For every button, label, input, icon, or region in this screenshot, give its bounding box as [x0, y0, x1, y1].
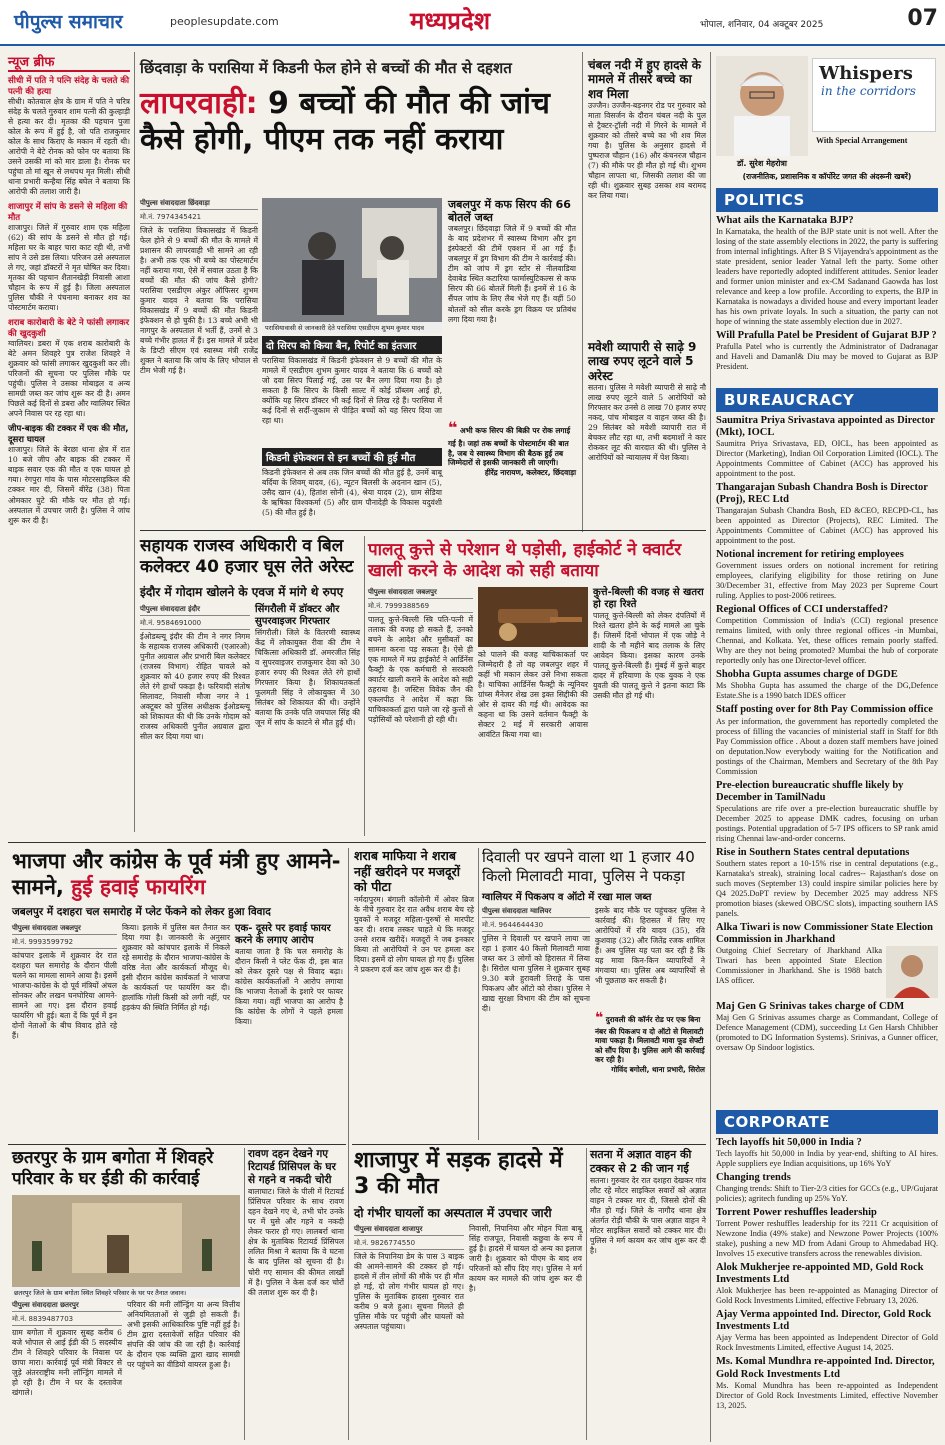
bjp-cong-side-body: बताया जाता है कि चल समारोह के दौरान किसी ने प्लेट फेंक दी, इस बात को लेकर दूसरे पक्ष से विवाद बढ़ा। कांग्रेस कार्यकर्ताओं ने आरोप लगाया कि भाजपा नेताओं के इशारे पर फायर किया गया। वहीं भाजपा का आरोप है कि कांग्रेस के लोगों ने पहले हमला किया। — [235, 946, 343, 1026]
mawa-story — [482, 848, 706, 1140]
byline: पीपुल्स संवाददाता जबलपुर — [368, 587, 473, 599]
brief-title: शराब कारोबारी के बेटे ने फांसी लगाकर की खुदकुशी — [8, 318, 130, 340]
bjp-cong-sub: जबलपुर में दशहरा चल समारोह में प्लेट फेंकने को लेकर हुआ विवाद — [12, 905, 271, 918]
bjp-cong-story — [12, 848, 344, 1140]
corporate-headline: Ms. Komal Mundhra re-appointed Ind. Director, Gold Rock Investments Ltd — [716, 1356, 935, 1380]
corporate-headline: Torrent Power reshuffles leadership — [716, 1207, 877, 1219]
section-title: मध्यप्रदेश — [410, 6, 491, 35]
chambal-title: चंबल नदी में हुए हादसे के मामले में तीसरे बच्चे का शव मिला — [588, 58, 702, 101]
bagota-body: ग्राम बगोता में शुक्रवार सुबह करीब 6 बजे भोपाल से आई ईडी की 5 सदस्यीय टीम ने शिवहरे परिवार के निवास पर छापा मारा। कार्रवाई पूर्व मंत्री विक्टर से जुड़े अंतरराष्ट्रीय मनी लॉन्ड्रिंग मामले में हो रही है। टीम ने घर के दस्तावेज खंगाले। — [12, 1327, 122, 1397]
corporate-text: Ms. Komal Mundhra has been re-appointed as Independent Director of Gold Rock Investments Limited, effective November 13, 2025. — [716, 1380, 938, 1410]
byline: पीपुल्स संवाददाता इंदौर — [140, 604, 250, 616]
sub2-body: किडनी इंफेक्शन से अब तक जिन बच्चों की मौत हुई है, उनमें बाबू बर्दिया के शिवम् यादव, (6), न्यूटन बिलसी के अदनान खान (5), उसैद खान (4), हितांश सोनी (4), श्रेया यादव (2), ग्राम सेडिया के ऋषिका विश्वकर्मा (5) और ग्राम पौनादेही के विकास यदुवंशी (5) की मौत हुई है। — [262, 468, 442, 518]
phone: मो.नं. 7999388569 — [368, 601, 473, 613]
corporate-text: Changing trends: Shift to Tier-2/3 cities for GCCs (e.g., UP/Gujarat policies); agritech funding up 25% YoY. — [716, 1184, 938, 1204]
syrup-story — [448, 198, 576, 526]
whispers-logo — [812, 58, 936, 132]
corporate-section — [716, 1110, 938, 1440]
bureaucracy-headline: Shobha Gupta assumes charge of DGDE — [716, 669, 898, 681]
liquor-story — [354, 848, 474, 1140]
dog-body-col2: को पालने की वजह याचिकाकर्ता पर जिम्मेदारी है तो वह जबलपुर शहर में कहीं भी मकान लेकर उसे निभा सकता है। याचिका आर्डिनेंस फैक्ट्री के न्यूनियर ग्रांच्स मैनेजर शेख उस इक्त सिद्दीकी की ओर से दायर की गई थी। आवेदक का कहना था कि उसने वर्तमान फैक्ट्री के सेक्टर 2 मई में सरकारी आवास आवंटित किया गया था। — [478, 649, 588, 739]
whispers-tagline: (राजनीतिक, प्रशासनिक व कॉर्पोरेट जगत की अंदरूनी खबरें) — [742, 172, 912, 181]
byline: पीपुल्स संवाददाता ग्वालियर — [482, 906, 590, 918]
brief-item — [8, 201, 130, 313]
lead-headline — [140, 86, 580, 158]
mawa-sub: ग्वालियर में पिकअप व ऑटो में रखा माल जब्त — [482, 891, 652, 903]
bjp-cong-title-red: हुई हवाई फायरिंग — [71, 875, 206, 900]
satna-body: सतना। गुरुवार देर रात दशहरा देखकर गांव लौट रहे मोटर साइकिल सवारों को अज्ञात वाहन ने टक्कर मार दी, जिससे दोनों की मौत हो गई। जिले के नागौद थाना क्षेत्र अंतर्गत रोड़ी चौकी के पास अज्ञात वाहन ने मोटर साइकिल सवारों को टक्कर मार दी। पुलिस ने मर्ग कायम कर जांच शुरू कर दी है। — [590, 1175, 706, 1255]
brief-item — [8, 317, 130, 419]
corporate-text: Alok Mukherjee has been re-appointed as Managing Director of Gold Rock Investments Limited, effective February 13, 2026. — [716, 1286, 938, 1306]
phone: मो.नं. 9993599792 — [12, 937, 117, 949]
principal-title: रावण दहन देखने गए रिटायर्ड प्रिंसिपल के घर से गहने व नकदी चोरी — [248, 1148, 336, 1187]
quote-text: दुरावली की कॉर्नर रोड पर एक बिना नंबर की पिकअप व दो ऑटो से मिलावटी मावा पकड़ा है। मिलावटी मावा फूड सेफ्टी को सौंप दिया है। पुलिस आगे की कार्रवाई कर रही है। — [595, 1014, 705, 1065]
quote-mark-icon: ❝ — [448, 418, 458, 438]
politics-headline: Will Prafulla Patel be President of Gujarat BJP ? — [716, 330, 937, 342]
phone: मो.नं. 9644644430 — [482, 920, 590, 932]
pets-side-title: कुत्ते-बिल्ली की वजह से खतरा हो रहा रिश्ते — [593, 586, 704, 610]
sub1-title: दो सिरप को किया बैन, रिपोर्ट का इंतजार — [262, 336, 442, 354]
columnist-photo — [716, 56, 808, 156]
lead-photo — [262, 198, 442, 322]
bureaucracy-headline: Maj Gen G Srinivas takes charge of CDM — [716, 1000, 905, 1012]
brief-title: जीप-बाइक की टक्कर में एक की मौत, दूसरा घायल — [8, 424, 129, 446]
byline: पीपुल्स संवाददाता छतरपुर — [12, 1300, 122, 1312]
syrup-title: जबलपुर में कफ सिरप की 66 बोतलें जब्त — [448, 198, 571, 225]
shajapur-body: जिले के निपानिया डेम के पास 3 बाइक की आमने-सामने की टक्कर हो गई। हादसे में तीन लोगों की मौके पर ही मौत हो गई, दो लोग गंभीर घायल हो गए। पुलिस के मुताबिक हादसा गुरुवार रात करीब 9 बजे हुआ। सूचना मिलते ही पुलिस मौके पर पहुंची और घायलों को अस्पताल पहुंचाया। — [354, 1251, 464, 1331]
byline: पीपुल्स संवाददाता शाजापुर — [354, 1224, 464, 1236]
politics-headline: What ails the Karnataka BJP? — [716, 215, 854, 226]
liquor-title: शराब माफिया ने शराब नहीं खरीदने पर मजदूरों को पीटा — [354, 848, 460, 895]
mawa-title: दिवाली पर खपने वाला था 1 हजार 40 किलो मिलावटी मावा, पुलिस ने पकड़ा — [482, 848, 695, 885]
bribe-title: सहायक राजस्व अधिकारी व बिल कलेक्टर 40 हजार घूस लेते अरेस्ट — [140, 536, 354, 578]
lead-photo-caption: परासियावासी से जानकारी देते परासिया एसडीएम शुभम कुमार यादव — [262, 322, 442, 333]
whispers-header — [716, 56, 938, 184]
politics-text: Prafulla Patel who is currently the Administrator of Dadranagar and Haveli and Damanl& Diu may be moved to Gujarat as BJP President. — [716, 342, 938, 372]
syrup-quote — [448, 418, 576, 468]
bureaucracy-text: As per information, the government has reportedly completed the process of filling the vacancies of ministerial staff in Staff for 8th Pay Commission office . About a dozen staff members have joined on deputation.Now everybody waiting for the Notification and postings of the Chairman, Members and Secretary of the 8th Pay Commission — [716, 716, 938, 776]
brief-title: सीधी में पति ने पत्नि संदेह के चलते की पत्नी की हत्या — [8, 76, 130, 97]
shajapur-story — [354, 1148, 582, 1440]
sub1-body: परासिया विकासखंड में किडनी इंफेक्शन से 9 बच्चों की मौत के मामले में एसडीएम शुभम कुमार यादव ने बताया कि 6 बच्चों को जो दवा सिरप पिलाई गई, उस पर बैन लगा दिया गया है। हो सकता है कि सिरप के किसी साल्ट में कोई प्रॉब्लम आई हो, क्योंकि यह सिरप डॉक्टर भी कई दिनों से लिख रहे हैं। परासिया में कई दिनों से सर्दी-जुकाम से पीड़ित बच्चों को यह सिरप दिया जा रहा था। — [262, 356, 442, 426]
dog-story — [368, 540, 706, 836]
bagota-story — [12, 1148, 240, 1440]
satna-title: सतना में अज्ञात वाहन की टक्कर से 2 की जान गई — [590, 1148, 692, 1175]
brief-label: न्यूज ब्रीफ — [8, 52, 130, 72]
bureaucracy-text: Ms Shobha Gupta has assumed the charge of the DG,Defence Estate.She is a 1990 batch IDES officer — [716, 681, 938, 701]
bjp-cong-title — [12, 848, 344, 901]
bjp-cong-title-text: भाजपा और कांग्रेस के पूर्व मंत्री हुए आमने- सामने, — [12, 849, 341, 900]
bagota-caption: छतरपुर जिले के ग्राम बगोता स्थित शिवहरे परिवार के घर पर तैनात जवान। — [12, 1287, 240, 1298]
bureaucracy-section — [716, 388, 938, 1052]
bjp-cong-side-title: एक- दूसरे पर हवाई फायर करने के लगाए आरोप — [235, 922, 331, 946]
brief-item — [8, 423, 130, 525]
bagota-photo-art — [12, 1195, 240, 1287]
bureaucracy-text: Southern states report a 10-15% rise in central deputations (e.g., Karnataka's streak), straining local cadres-- Rajasthan's dose on such moves (September 13) could inspire similar policies here by Q4 2025.DoPT review by December 2025 may address NFS promotion biases (skewed OBC/SC slots), impacting southern IAS panels. — [716, 858, 938, 918]
arrangement-note: With Special Arrangement — [816, 136, 908, 145]
bureaucracy-text: Government issues orders on notional increment for retiring employees, clarifying eligibility for those retiring on June 30/December 31, effective from May 2023 per Supreme Court ruling. Applies to post-2006 retirees. — [716, 561, 938, 601]
bureaucracy-text: Outgoing Chief Secretary of Jharkhand Alka Tiwari has been appointed State Election Commissioner in Jharkhand. She is 1988 batch IAS officer. — [716, 945, 882, 985]
bribe-story — [140, 536, 360, 836]
columnist-portrait — [716, 56, 808, 156]
page-number: 07 — [907, 6, 938, 31]
pets-side-body: पालतू कुत्ते-बिल्ली को लेकर दंपतियों में रिश्ते खतरा होने के कई मामले आ चुके हैं। जिसमें दिनों भोपाल में एक जोड़े ने शादी के नौ महीने बाद तलाक के लिए आवेदन किया। इसका कारण उनके पालतू कुत्ते-बिल्ली हैं। मुंबई में कुत्ते बाहर दादर में हरियाणा के एक युवक ने एक युवती की पालतू कुत्ते ने इतना काटा कि उसकी मौत हो गई थी। — [593, 610, 705, 700]
bureaucracy-headline: Regional Offices of CCI understaffed? — [716, 604, 889, 616]
mawa-quote — [595, 1009, 705, 1065]
corporate-text: Ajay Verma has been appointed as Independent Director of Gold Rock Investments Limited, effective August 14, 2025. — [716, 1333, 938, 1353]
bureaucracy-text: Saumitra Priya Srivastava, ED, OICL, has been appointed as Director (Marketing), Indian Oil Corporation Limited (IOCL). The Appointments Committee of Cabinet (ACC) has approved his appointment to the post. — [716, 439, 938, 479]
bureaucracy-headline: Saumitra Priya Srivastava appointed as Director (Mkt), IOCL — [716, 415, 935, 439]
lead-headline-red: लापरवाही: — [140, 86, 258, 121]
news-brief-column — [8, 52, 130, 752]
sub2-title: किडनी इंफेक्शन से इन बच्चों की हुई मौत — [262, 448, 442, 466]
trader-story — [588, 340, 706, 528]
bagota-photo — [12, 1195, 240, 1287]
bureaucracy-headline: Pre-election bureaucratic shuffle likely by December in TamilNadu — [716, 779, 904, 803]
principal-story — [248, 1148, 344, 1440]
bjp-cong-body-col2: किया। इलाके में पुलिस बल तैनात कर दिया गया है। जानकारी के अनुसार शुक्रवार को कांचपार इलाके में निकले रहे समारोह के दौरान भाजपा-कांग्रेस के वरिष्ठ नेता और कार्यकर्ता मौजूद थे। इसी दौरान कांग्रेस कार्यकर्ता ने भाजपा के कार्यकर्ता पर फायरिंग कर दी। हालांकि गोली किसी को लगी नहीं, पर हड़कंप की स्थिति निर्मित हो गई। — [122, 922, 230, 1012]
shajapur-body-col2: निवासी, निपानिया और मोहन पिता बाबू सिंह राजपूत, निवासी कछुवा के रूप में हुई है। हादसे में घायल दो अन्य का इलाज जारी है। शुक्रवार को पीएम के बाद शव परिजनों को सौंप दिए गए। पुलिस ने मर्ग कायम कर मामले की जांच शुरू कर दी है। — [469, 1223, 582, 1293]
brief-body: ग्वालियर। डबरा में एक शराब कारोबारी के बेटे अमन शिवहरे पुत्र राजेश शिवहरे ने शुक्रवार को फांसी लगाकर खुदकुशी कर ली। परिजनों की सूचना पर पुलिस मौके पर पहुंची। पुलिस ने उसका मोबाइल व अन्य सामग्री जब्त कर जांच शुरू कर दी है। अमन पिछले कई दिनों से डबरा और ग्वालियर स्थित अपने निवास पर रह रहा था। — [8, 339, 130, 419]
mawa-body-col2: इसके बाद मौके पर पहुंचकर पुलिस ने कार्रवाई की। हिरासत में लिए गए आरोपियों में रवि यादव (35), रवि कुशवाह (32) और जितेंद्र रजक शामिल हैं। अब पुलिस यह पता कर रही है कि यह मावा किन-किन व्यापारियों ने मंगवाया था। पुलिस अब व्यापारियों से भी पूछताछ कर सकती है। — [595, 905, 705, 985]
corporate-label: CORPORATE — [716, 1110, 938, 1134]
bjp-cong-body: कांचपार इलाके में शुक्रवार देर रात दशहरा चल समारोह के दौरान पीली चलने का मामला सामने आया है। इसमें भाजपा-कांग्रेस के दो पूर्व मंत्रियों अंचल सोनकर और लखन घनघोरिया आमने-सामने आ गए। इस दौरान हवाई फायरिंग भी हुई। बता दें कि पूर्व में इन दोनों नेताओं के बीच विवाद होते रहे हैं। — [12, 950, 117, 1040]
trader-body: सतना। पुलिस ने मवेशी व्यापारी से साढ़े नौ लाख रुपए लूटने वाले 5 आरोपियों को गिरफ्तार कर उनसे 8 लाख 70 हजार रुपए नकद, पांच मोबाइल व वाहन जब्त की है। 29 सितंबर को मवेशी व्यापारी रात में बेचकर लौट रहा था, तभी बदमाशों ने कार रोककर लूट की वारदात की थी। पुलिस ने आरोपियों को न्यायालय में पेश किया। — [588, 383, 706, 463]
lead-photo-art — [262, 198, 442, 322]
quote-text: अभी कफ सिरप की बिक्री पर रोक लगाई गई है। जहां तक बच्चों के पोस्टमार्टम की बात है, जब ये स्वास्थ्य विभाग की बैठक हुई तब जिम्मेदारों से इसकी जानकारी ली जाएगी। — [448, 426, 571, 468]
quote-by: हीरेंद्र नारायण, कलेक्टर, छिंदवाड़ा — [484, 468, 576, 478]
mawa-body: पुलिस ने दिवाली पर खपाने लाया जा रहा 1 हजार 40 किलो मिलावटी मावा जब्त कर 3 लोगों को हिरासत में लिया है। सिरोल थाना पुलिस ने शुक्रवार सुबह 9.30 बजे हुरावली तिराहे के पास पिकअप और ऑटो को रोका। पुलिस ने खाद्य सुरक्षा विभाग की टीम को सूचना दी। — [482, 933, 590, 1013]
brand-logo: पीपुल्स समाचार — [14, 11, 123, 33]
quote-by: गोविंद बगोली, थाना प्रभारी, सिरोल — [611, 1064, 705, 1074]
brief-title: शाजापुर में सांप के डसने से महिला की मौत — [8, 202, 128, 224]
politics-text: In Karnataka, the health of the BJP state unit is not well. After the losing of the state assembly elections in 2022, the party is suffering from internal infightings. After B S Vijayendra's appointment as the state president, senior leader Yatnal left the party. Some other leaders have reportedly adopted indifferent attitudes. Senior leader and former union minister and ex-CM Sadanand Gaowda has lost relevance and keep a low profile. According to experts, the BJP in Karnataka is nowadays a divided house and every important leader has his own private loyals. In such a situation, the party can not hope of winning the state assembly election due in 2027. — [716, 227, 938, 327]
politics-section — [716, 188, 938, 386]
brief-body: शाजापुर। जिले में गुरुवार शाम एक महिला (62) की सांप के डसने से मौत हो गई। महिला घर के बाहर चारा काट रही थी, तभी सांप ने उसे डस लिया। परिजन उसे अस्पताल ले गए, जहां डॉक्टरों ने मृत घोषित कर दिया। मृतका की पहचान शैतानखेड़ी निवासी आशा चौहान के रूप में हुई है। जिला अस्पताल पुलिस चौकी ने पंचनामा बनाकर शव का पोस्टमार्टम कराया। — [8, 223, 130, 313]
bagota-body-col2: परिवार की मनी लॉन्ड्रिंग या अन्य वित्तीय अनियमितताओं से जुड़ी हो सकती हैं। अभी इसकी आधिकारिक पुष्टि नहीं हुई है। टीम द्वारा दस्तावेजों सहित परिवार की संपत्ति की जांच की जा रही है। कार्रवाई के दौरान एक व्यक्ति द्वारा खाद सामग्री पर पहुंचने का वीडियो वायरल हुआ है। — [127, 1299, 240, 1369]
quote-mark-icon: ❝ — [595, 1009, 604, 1026]
singrauli-title: सिंगरौली में डॉक्टर और सुपरवाइजर गिरफ्तार — [255, 603, 340, 627]
bureaucracy-text: Competition Commission of India's (CCI) regional presence remains limited, with only three regional offices -in Mumbai, Chennai, and Kolkata. Yet, these offices remain poorly staffed. Why are they not being promoted? Mumbai the hub of corporate reportedly only has one Director-level officer. — [716, 616, 938, 666]
bureaucracy-text: Speculations are rife over a pre-election bureaucratic shuffle by December 2025 to appease DMK cadres, focusing on urban postings. Potential upgradation of 5-7 IPS officers to SP rank amid rising Chennai law-and-order concerns. — [716, 803, 938, 843]
bureaucracy-headline: Staff posting over for 8th Pay Commission office — [716, 704, 933, 716]
politics-label: POLITICS — [716, 188, 938, 212]
brief-item — [8, 75, 130, 197]
bureaucracy-headline: Rise in Southern States central deputations — [716, 846, 910, 858]
columnist-name: डॉ. सुरेश मेहरोत्रा — [737, 159, 787, 168]
bureaucracy-headline: Notional increment for retiring employees — [716, 549, 904, 561]
corporate-headline: Tech layoffs hit 50,000 in India ? — [716, 1137, 862, 1148]
corporate-headline: Changing trends — [716, 1172, 791, 1184]
liquor-body: नर्मदापुरम। बंगाली कॉलोनी में ओवर ब्रिज के नीचे गुरुवार देर रात अवैध शराब बेच रहे युवकों ने मजदूर महिला-पुरुषों से मारपीट कर दी। शराब तस्कर चाहते थे कि मजदूर उनसे शराब खरीदें। मजदूरों ने जब इनकार किया तो आरोपियों ने उन पर हमला कर दिया। इसमें दो लोग घायल हो गए हैं। पुलिस ने प्रकरण दर्ज कर जांच शुरू कर दी है। — [354, 894, 474, 974]
site-url[interactable]: peoplesupdate.com — [170, 15, 279, 28]
brief-body: शाजापुर। जिले के बेरछा थाना क्षेत्र में रात 10 बजे जीप और बाइक की टक्कर में बाइक सवार एक की मौत व एक घायल हो गया। रंगपुरा गांव के पास मोटरसाइकिल की टक्कर मार दी, जिसमें बीरेंद्र (38) पिता ओमकार घुटे की मौके पर मौत हो गई। अस्पताल में उपचार जारी है। पुलिस ने जांच शुरू कर दी है। — [8, 445, 130, 525]
chambal-body: उज्जैन। उज्जैन-बड़नगर रोड पर गुरुवार को माता विसर्जन के दौरान चंबल नदी के पुल से ट्रैक्टर-ट्रॉली नदी में गिरने के मामले में शुक्रवार को तीसरे बच्चे का भी शव मिल गया है। पुलिस के अनुसार हादसे में पुष्पराज चौहान (16) और कंचनरज चौहान (7) की मौके पर ही मौत हो गई थी। शुभम चौहान लापता था, जिसकी तलाश की जा रही थी। शुक्रवार सुबह उसका शव बरामद कर लिया गया। — [588, 101, 706, 201]
byline: पीपुल्स संवाददाता छिंदवाड़ा — [140, 198, 258, 210]
phone: मो.नं. 8839487703 — [12, 1314, 122, 1326]
corporate-text: Torrent Power reshuffles leadership for its ?211 Cr acquisition of Newzone India (49% stake) and Newzone Power Projects (100% stake), pushing a new MD from Adani Group to Ahmedabad HQ. Involves 15 executive transfers across the renewables division. — [716, 1219, 938, 1259]
phone: मो.नं. 9826774550 — [354, 1238, 464, 1250]
phone: मो.नं. 9584691000 — [140, 618, 250, 630]
principal-body: बालाघाट। जिले के पीली में रिटायर्ड प्रिंसिपल परिवार के साथ रावण दहन देखने गए थे, तभी चोर उनके घर में घुसे और गहने व नकदी लेकर फरार हो गए। लालबर्रा थाना क्षेत्र के मुताबिक रिटायर्ड प्रिंसिपल ललित मिश्रा ने बताया कि वे घटना के बाद पुलिस को सूचना दी है। चोरी गए सामान की कीमत लाखों में है। पुलिस ने केस दर्ज कर चोरों की तलाश शुरू कर दी है। — [248, 1187, 344, 1297]
bagota-title: छतरपुर के ग्राम बगोता में शिवहरे परिवार के घर ईडी की कार्रवाई — [12, 1148, 214, 1190]
bureaucracy-text: Thangarajan Subash Chandra Bosh, ED &CEO, RECPD-CL, has been appointed as Director (Projects), REC Limited. The Appointments Committee of Cabinet (ACC) has approved his appointment to the post. — [716, 506, 938, 546]
bureaucracy-text: Maj Gen G Srinivas assumes charge as Commandant, College of Defence Management (CDM), succeeding Lt Gen Harsh Chhibber (promoted to DG Information Systems). Srinivas, a Gunner officer, oversaw Op Sindoor logistics. — [716, 1012, 938, 1052]
bureaucracy-headline: Thangarajan Subash Chandra Bosh is Director (Proj), REC Ltd — [716, 482, 928, 506]
singrauli-body: सिंगरौली। जिले के वितरणी स्वास्थ्य केंद्र में लोकायुक्त रीवा की टीम ने चिकित्सा अधिकारी डॉ. अमरजीत सिंह व सुपरवाइजर राजकुमार देवा को 30 हजार रुपए की रिश्वत लेते रंगे हाथों गिरफ्तार किया है। शिकायतकर्ता फूलमती सिंह ने लोकायुक्त में 30 सितंबर को शिकायत की थी। उन्होंने बताया कि उनके पति जयपाल सिंह की जून में सांप के काटने से मौत हुई थी। — [255, 627, 360, 727]
masthead — [0, 0, 945, 46]
dog-body: पालतू कुत्ते-बिल्ली स्त्रि पति-पत्नी में तलाक की वजह हो सकते हैं, उनको बचने के आदेश और मुसीबतों का सामना करना पड़ सकता है। ऐसे ही एक मामले में मप्र हाईकोर्ट ने आर्डिनेंस फैक्ट्री के एक कर्मचारी से सरकारी क्वार्टर खाली कराने के आदेश को सही ठहराया है। जस्टिस विवेक जैन की एकलपीठ ने आदेश में कहा कि याचिकाकर्ता द्वारा पाले जा रहे कुत्तों से पड़ोसियों को परेशानी हो रही थी। — [368, 614, 473, 724]
dog-title: पालतू कुत्ते से परेशान थे पड़ोसी, हाईकोर्ट ने क्वार्टर खाली करने के आदेश को सही बताया — [368, 540, 682, 582]
shajapur-title: शाजापुर में सड़क हादसे में 3 की मौत — [354, 1148, 563, 1200]
phone: मो.नं. 7974345421 — [140, 212, 258, 224]
lead-body: जिले के परासिया विकासखंड में किडनी फेल होने से 9 बच्चों की मौत के मामले में प्रशासन की लापरवाही भी सामने आ रही है। अभी तक एक भी बच्चे का पोस्टमार्टम नहीं कराया गया, ऐसे में सवाल उठता है कि बच्चों की मौत की जांच कैसे होगी? परासिया एसडीएम अंकुर ऑफिसर शुभम कुमार यादव ने बताया कि परासिया विकासखंड में 9 बच्चों की मौत किडनी इंफेक्शन से हो चुकी है। 13 बच्चे अभी भी नागपुर के अस्पताल में भर्ती हैं, उनमें से 3 बच्चे गंभीर हालत में हैं। इस मामले में प्रदेश के डिप्टी सीएम एवं स्वास्थ्य मंत्री राजेंद्र शुक्ल ने बताया कि जांच के लिए भोपाल से टीम भेजी गई है। — [140, 226, 258, 376]
lead-sub1 — [262, 336, 442, 460]
lead-kicker: छिंदवाड़ा के परासिया में किडनी फेल होने से बच्चों की मौत से दहशत — [140, 59, 512, 77]
brief-body: सीधी। कोतवाल क्षेत्र के ग्राम में पति ने चरित्र संदेह के चलते गुरुवार शाम पत्नी की कुल्हाड़ी से हत्या कर दी। मृतका की पहचान पुजा कोल के रूप में हुई है, जो पति राजकुमार कोल के साथ किराए के मकान में रहती थी। आरोपी ने बेटे रोनक को फोन पर बताया कि उसने उसकी मां को मार डाला है। रोनक घर पहुंचा तो मां खून से लथपथ मृत मिली। सीधी थाना प्रभारी कन्हैया सिंह बघेल ने बताया कि आरोपी की तलाश जारी है। — [8, 97, 130, 197]
satna-story — [590, 1148, 706, 1440]
gavel-photo — [478, 587, 588, 647]
syrup-body: जबलपुर। छिंदवाड़ा जिले में 9 बच्चों की मौत के बाद प्रदेशभर में स्वास्थ्य विभाग और ड्रग इंस्पेक्टरों की टीमें एक्शन में आ गई हैं। जबलपुर में ड्रग विभाग की टीम ने कार्रवाई की। टीम को जांच में ड्रग स्टोर से नीलवाडिया देवाबेड स्थित कटारिया फार्मास्युटिकल्स से कफ सिरप की 66 बोतलें मिली हैं। इनमें से 16 के सैंपल जांच के लिए लैब भेजे गए हैं। वहीं 50 बोतलों को सील करके ड्रग विक्रय पर प्रतिबंध लगा दिया गया है। — [448, 224, 576, 324]
bribe-sub: इंदौर में गोदाम खोलने के एवज में मांगे थे रुपए — [140, 584, 344, 599]
bureaucracy-label: BUREAUCRACY — [716, 388, 938, 412]
bribe-body: ईओडब्ल्यू इंदौर की टीम ने नगर निगम के सहायक राजस्व अधिकारी (एआरओ) पुनीत अग्रवाल और प्रभारी बिल कलेक्टर (राजस्व विभाग) रोहित चावले को शुक्रवार को 40 हजार रुपए की रिश्वत लेते रंगे हाथों पकड़ा है। फरियादी संतोष सिलावट, निवासी मौजा नगर ने 1 अक्टूबर को पुलिस अधीक्षक ईओडब्ल्यू को शिकायत की थी कि उनके गोदाम को राजस्व अधिकारी पुनीत अग्रवाल द्वारा सील कर दिया गया था। — [140, 631, 250, 741]
corporate-headline: Alok Mukherjee re-appointed MD, Gold Rock Investments Ltd — [716, 1262, 924, 1286]
alka-tiwari-photo — [886, 946, 938, 998]
bureaucracy-headline: Alka Tiwari is now Commissioner State Election Commission in Jharkhand — [716, 921, 934, 945]
lead-headline-text: 9 बच्चों की मौत की जांच कैसे होगी, पीएम तक नहीं कराया — [140, 86, 550, 157]
byline: पीपुल्स संवाददाता जबलपुर — [12, 923, 117, 935]
shajapur-sub: दो गंभीर घायलों का अस्पताल में उपचार जारी — [354, 1205, 552, 1220]
whispers-subtitle: in the corridors — [821, 84, 916, 98]
chambal-story — [588, 58, 706, 333]
corporate-text: Tech layoffs hit 50,000 in India by year-end, shifting to AI hires. Apple suppliers eye Indian acquisitions, up 16% YoY — [716, 1149, 938, 1169]
dateline: भोपाल, शनिवार, 04 अक्टूबर 2025 — [700, 20, 824, 30]
trader-title: मवेशी व्यापारी से साढ़े 9 लाख रुपए लूटने वाले 5 अरेस्ट — [588, 340, 697, 383]
corporate-headline: Ajay Verma appointed Ind. Director, Gold Rock Investments Ltd — [716, 1309, 932, 1333]
whispers-title: Whispers — [819, 63, 913, 84]
